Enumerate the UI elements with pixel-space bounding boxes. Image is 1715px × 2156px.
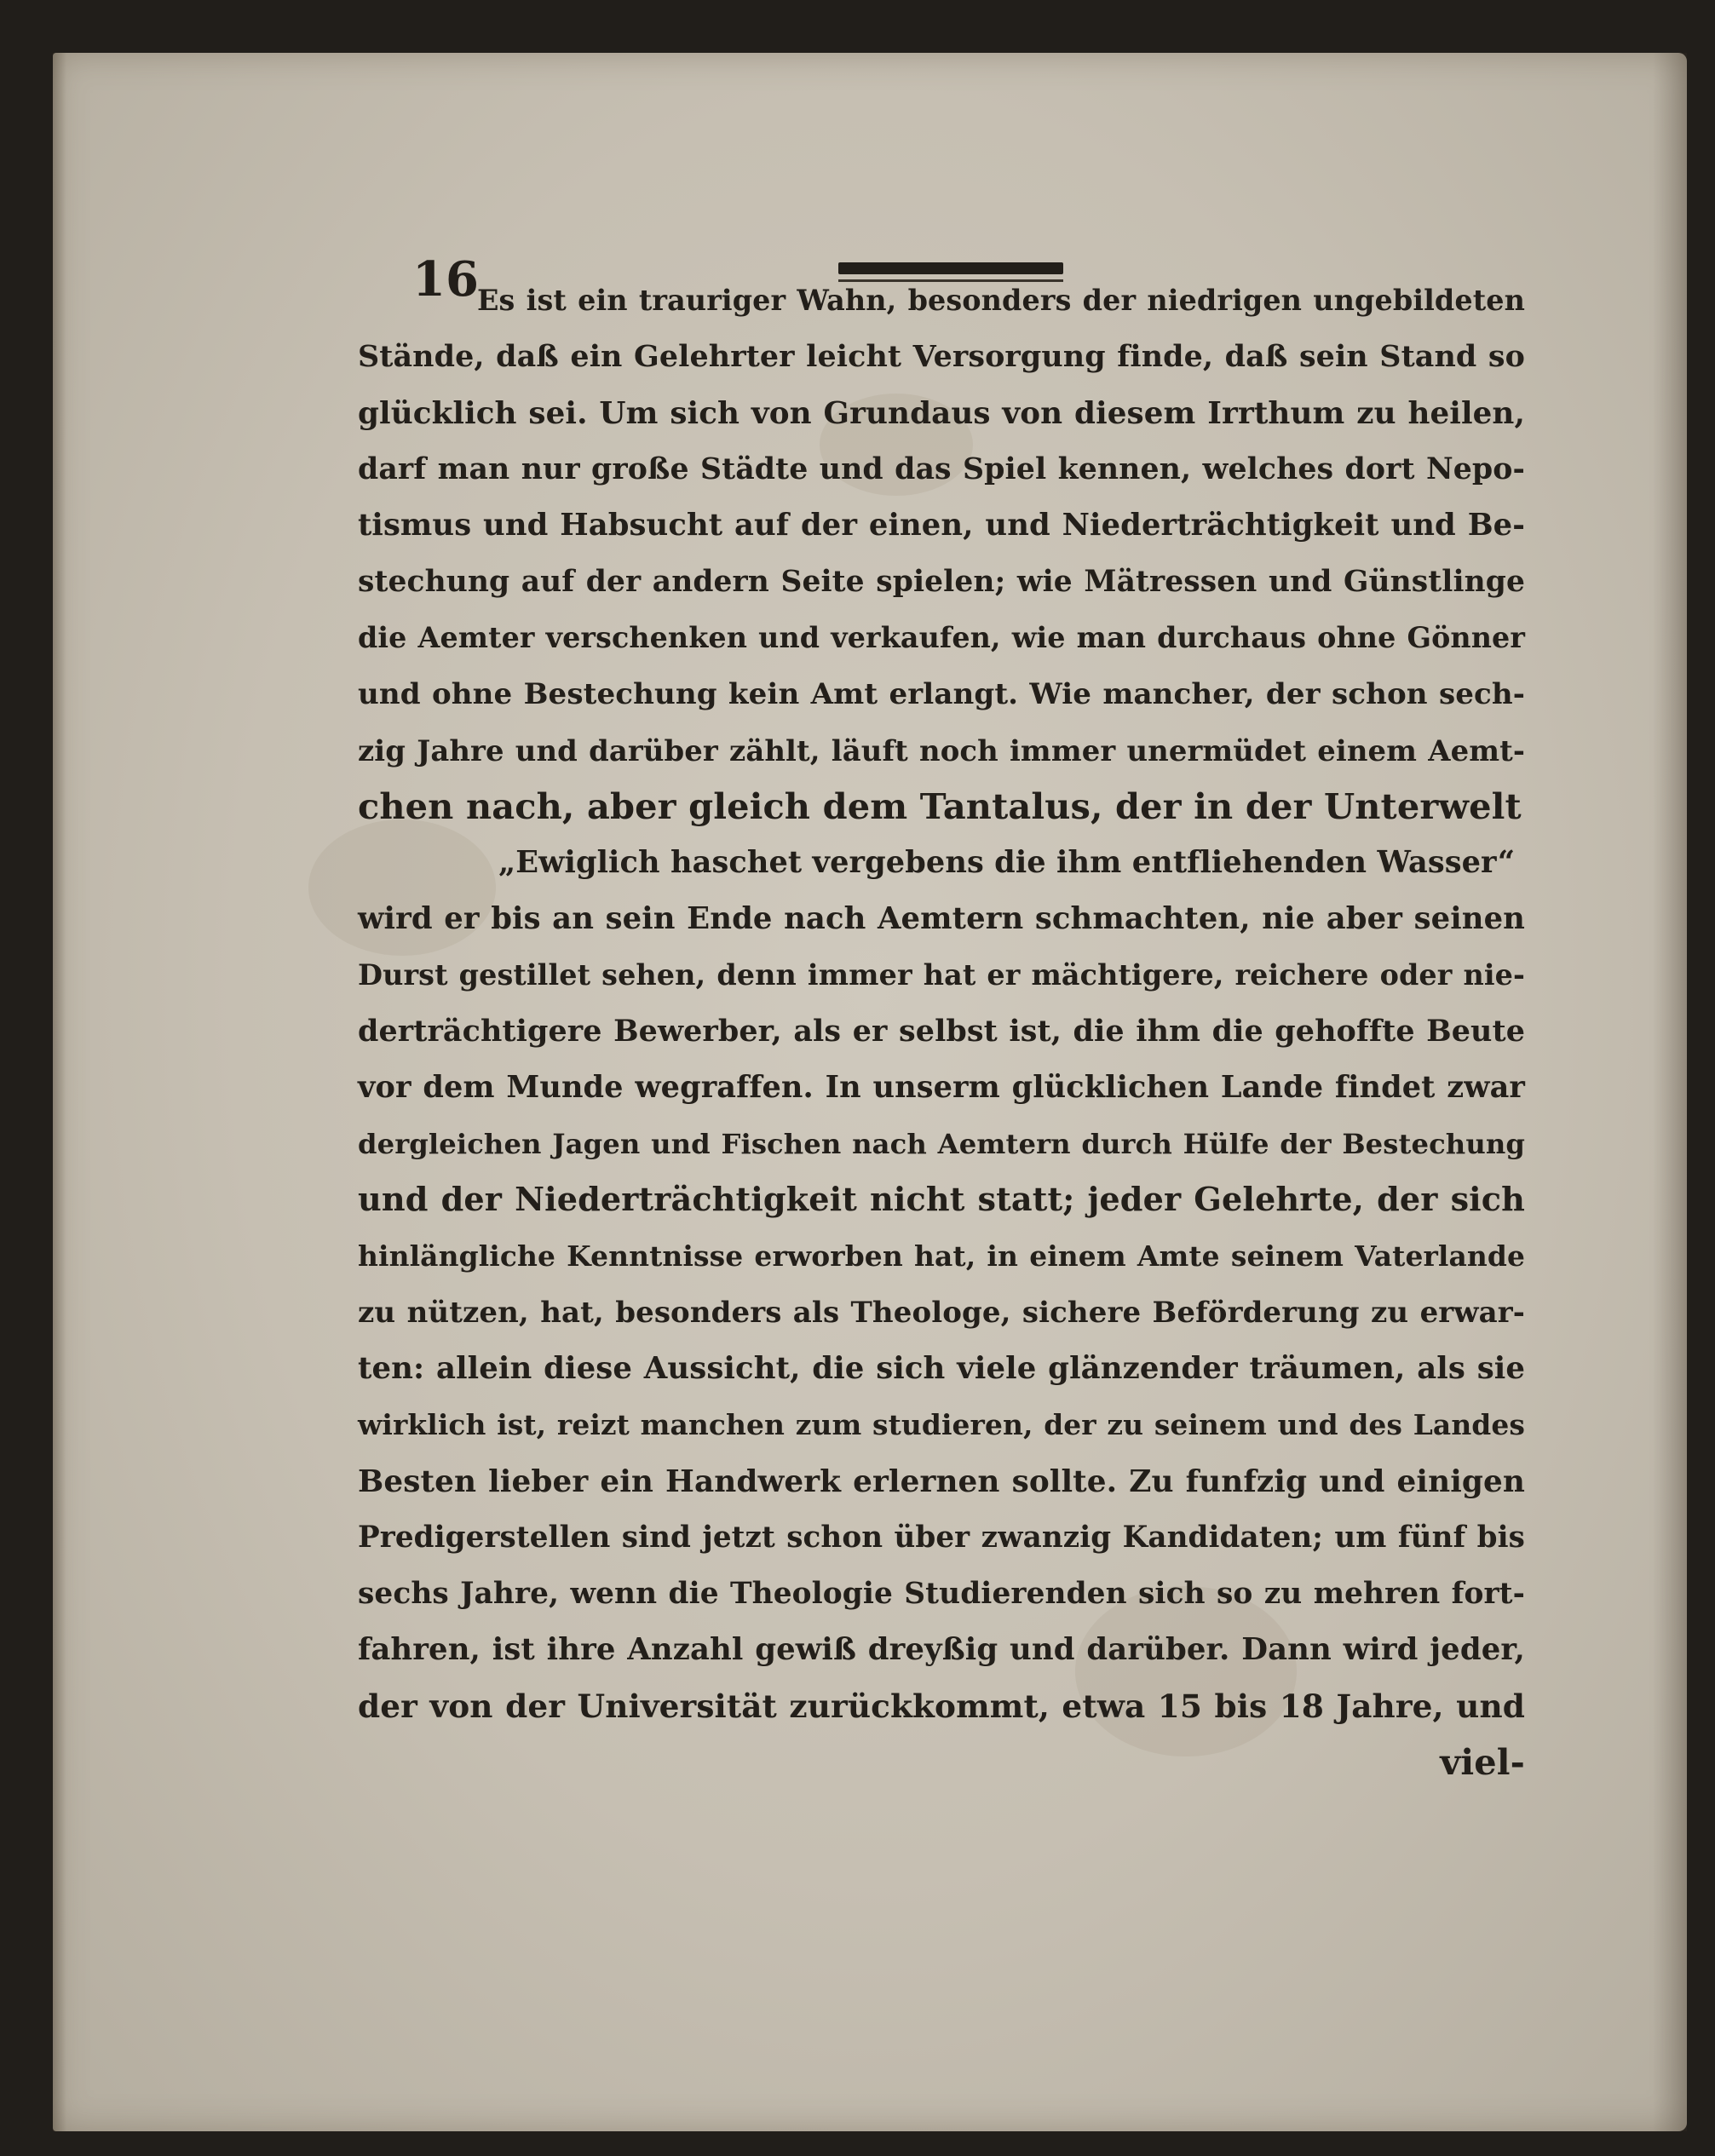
text-line: stechung auf der andern Seite spielen; wie Mätressen und Günstlinge: [358, 565, 1525, 599]
text-line: ten: allein diese Aussicht, die sich viele glänzender träumen, als sie: [358, 1351, 1525, 1386]
text-line: hinlängliche Kenntnisse erworben hat, in einem Amte seinem Vaterlande: [358, 1239, 1525, 1273]
page-number: 16: [412, 251, 479, 308]
text-line: Besten lieber ein Handwerk erlernen sollte. Zu funfzig und einigen: [358, 1463, 1525, 1499]
text-line: Durst gestillet sehen, denn immer hat er mächtigere, reichere oder nie-: [358, 958, 1525, 992]
text-line: tismus und Habsucht auf der einen, und Niederträchtigkeit und Be-: [358, 508, 1525, 543]
text-line: dergleichen Jagen und Fischen nach Aemtern durch Hülfe der Bestechung: [358, 1128, 1525, 1160]
text-line: sechs Jahre, wenn die Theologie Studierenden sich so zu mehren fort-: [358, 1577, 1525, 1611]
text-line: fahren, ist ihre Anzahl gewiß dreyßig und darüber. Dann wird jeder,: [358, 1632, 1525, 1667]
quoted-line: „Ewiglich haschet vergebens die ihm entfliehenden Wasser“: [498, 845, 1516, 880]
page-gutter-shadow: [53, 53, 66, 2131]
text-line: und der Niederträchtigkeit nicht statt; jeder Gelehrte, der sich: [358, 1181, 1525, 1219]
text-line: vor dem Munde wegraffen. In unserm glücklichen Lande findet zwar: [358, 1070, 1525, 1105]
text-line: derträchtigere Bewerber, als er selbst ist, die ihm die gehoffte Beute: [358, 1014, 1525, 1049]
text-line: wird er bis an sein Ende nach Aemtern schmachten, nie aber seinen: [358, 901, 1525, 936]
text-line: der von der Universität zurückkommt, etwa 15 bis 18 Jahre, und: [358, 1687, 1525, 1725]
text-line: chen nach, aber gleich dem Tantalus, der in der Unterwelt: [358, 785, 1522, 827]
body-text: [358, 273, 1525, 1848]
text-line: glücklich sei. Um sich von Grundaus von diesem Irrthum zu heilen,: [358, 395, 1525, 431]
text-line: Predigerstellen sind jetzt schon über zwanzig Kandidaten; um fünf bis: [358, 1521, 1525, 1555]
text-line: wirklich ist, reizt manchen zum studieren, der zu seinem und des Landes: [358, 1408, 1525, 1441]
page-edge-shadow: [1653, 53, 1687, 2131]
text-line: Es ist ein trauriger Wahn, besonders der niedrigen ungebildeten: [477, 284, 1525, 317]
text-line: und ohne Bestechung kein Amt erlangt. Wie mancher, der schon sech-: [358, 677, 1525, 711]
text-line: darf man nur große Städte und das Spiel kennen, welches dort Nepo-: [358, 451, 1525, 486]
text-line: die Aemter verschenken und verkaufen, wie man durchaus ohne Gönner: [358, 621, 1525, 654]
text-line: zu nützen, hat, besonders als Theologe, sichere Beförderung zu erwar-: [358, 1296, 1525, 1330]
text-line: Stände, daß ein Gelehrter leicht Versorgung finde, daß sein Stand so: [358, 339, 1525, 374]
text-line: zig Jahre und darüber zählt, läuft noch immer unermüdet einem Aemt-: [358, 733, 1525, 768]
catchword: viel-: [1440, 1741, 1525, 1783]
